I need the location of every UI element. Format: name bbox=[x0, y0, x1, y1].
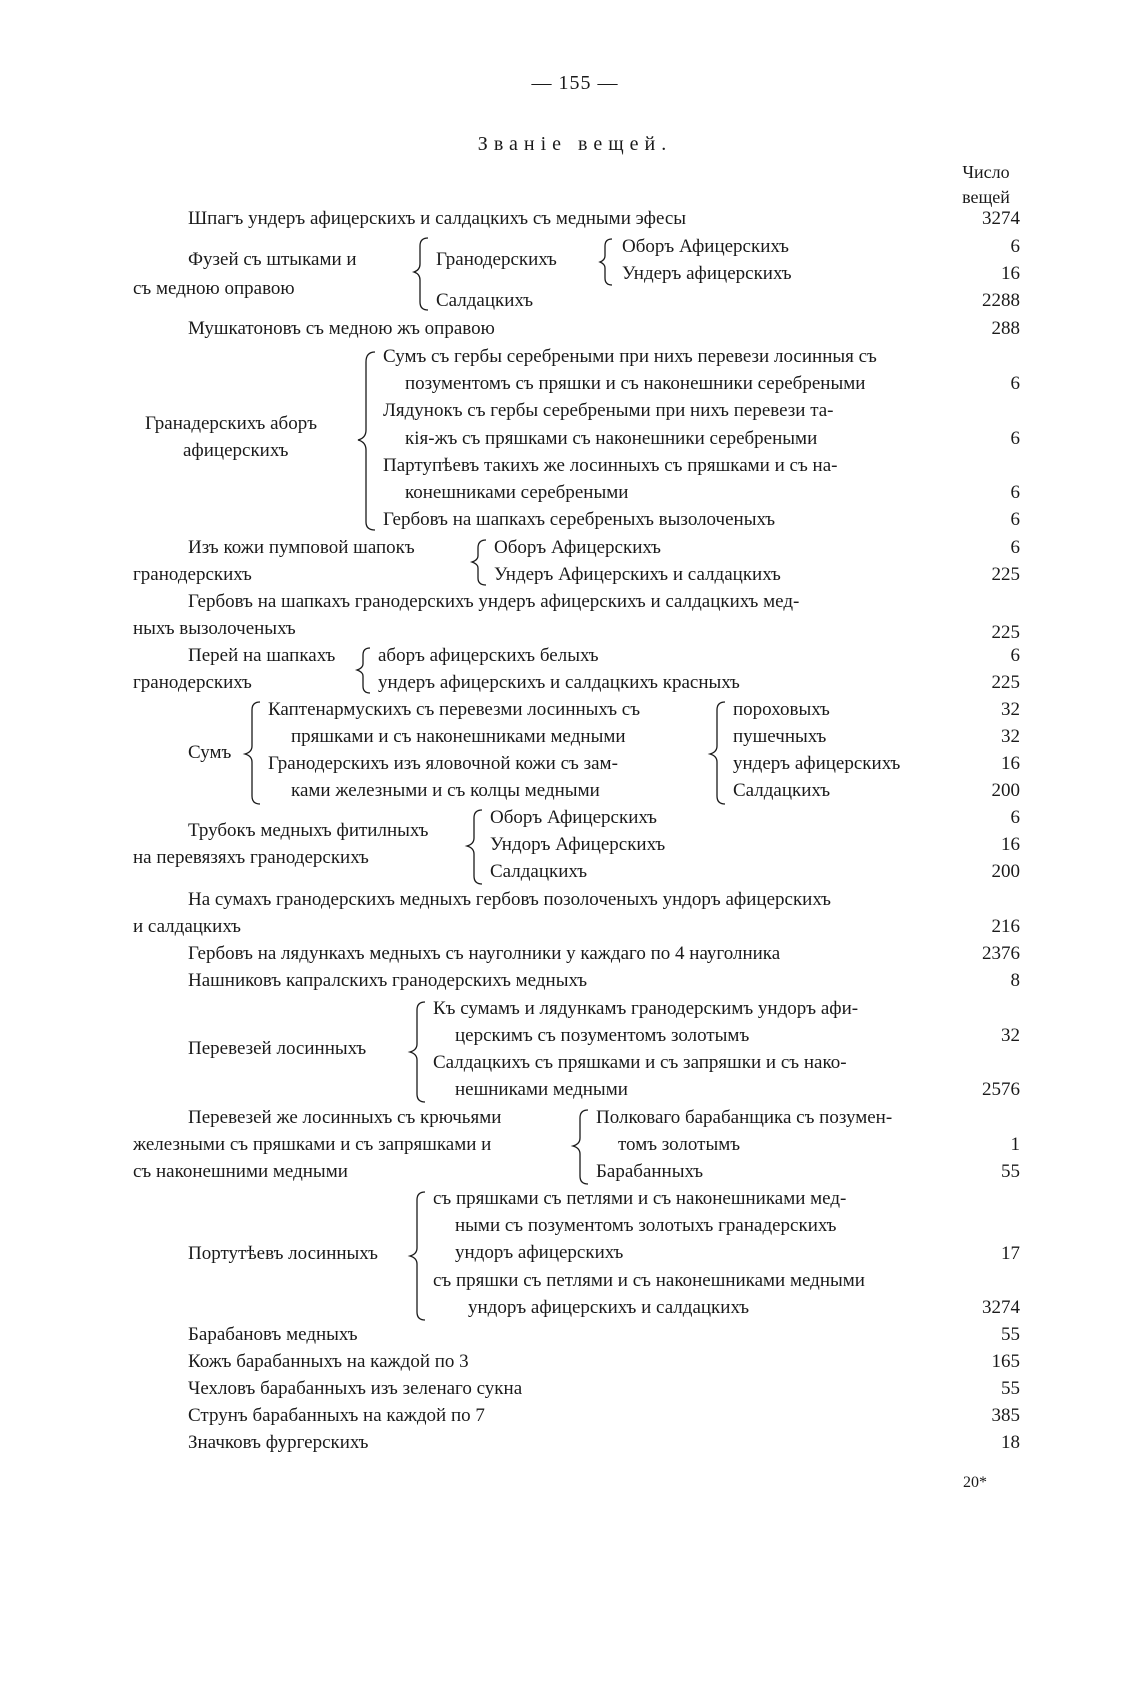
item-fuse-soldiers: Салдацкихъ bbox=[490, 861, 588, 882]
count-cap-emblems: 6 bbox=[1010, 509, 1020, 530]
item-cap-emblems-gilded-line2: ныхъ вызолоченыхъ bbox=[133, 618, 296, 639]
count-belts: 6 bbox=[1010, 482, 1020, 503]
count-drums: 55 bbox=[1001, 1324, 1020, 1345]
item-musketoons: Мушкатоновъ съ медною жъ оправою bbox=[188, 318, 495, 339]
item-cartouches-line1: Лядунокъ съ гербы серебреными при нихъ перевези та- bbox=[383, 400, 834, 421]
count-leather-belts-officer: 32 bbox=[1001, 1025, 1020, 1046]
column-header-count: Число вещей bbox=[962, 162, 1010, 207]
item-fuse-officer: Оборъ Афицерскихъ bbox=[490, 807, 657, 828]
count-musketoons: 288 bbox=[991, 318, 1020, 339]
item-leather-belts-label: Перевезей лосинныхъ bbox=[188, 1038, 367, 1059]
item-fusils: Фузей съ штыками и bbox=[188, 249, 357, 270]
item-swords: Шпагъ ундеръ афицерскихъ и салдацкихъ съ медными эфесы bbox=[188, 208, 687, 229]
item-drummer-belts-line3: съ наконешними медными bbox=[133, 1161, 348, 1182]
item-feathers-red: ундеръ афицерскихъ и салдацкихъ красныхъ bbox=[378, 672, 740, 693]
count-drummers: 55 bbox=[1001, 1161, 1020, 1182]
page-title: Званіе вещей. bbox=[477, 133, 673, 155]
item-caps: Изъ кожи пумповой шапокъ bbox=[188, 537, 415, 558]
count-bag-emblems: 216 bbox=[991, 916, 1020, 937]
item-cap-emblems: Гербовъ на шапкахъ серебреныхъ вызолоченыхъ bbox=[383, 509, 776, 530]
item-drummer-belts: Перевезей же лосинныхъ съ крючьями bbox=[188, 1107, 502, 1128]
brace-sums-right bbox=[710, 702, 725, 804]
count-fuse-soldiers: 200 bbox=[991, 861, 1020, 882]
item-feathers: Перей на шапкахъ bbox=[188, 645, 336, 666]
brace-caps bbox=[472, 540, 486, 585]
count-sword-belts-soldiers: 3274 bbox=[982, 1297, 1020, 1318]
item-caps-under: Ундеръ Афицерскихъ и салдацкихъ bbox=[494, 564, 781, 585]
item-fuse-under: Ундоръ Афицерскихъ bbox=[490, 834, 666, 855]
count-bags: 6 bbox=[1010, 373, 1020, 394]
item-fusils-officer: Оборъ Афицерскихъ bbox=[622, 236, 789, 257]
count-fusils-officer: 6 bbox=[1010, 236, 1020, 257]
count-cartouche-emblems: 2376 bbox=[982, 943, 1020, 964]
item-drums: Барабановъ медныхъ bbox=[188, 1324, 358, 1345]
item-sums-a2: пряшками и съ наконешниками медными bbox=[291, 726, 626, 747]
item-fusils-under-officer: Ундеръ афицерскихъ bbox=[622, 263, 792, 284]
item-bag-emblems-line2: и салдацкихъ bbox=[133, 916, 241, 937]
item-cartouches-line2: кія-жъ съ пряшками съ наконешники серебреными bbox=[405, 428, 818, 449]
item-leather-belts-l4: нешниками медными bbox=[455, 1079, 628, 1100]
item-sums-powder: пороховыхъ bbox=[733, 699, 830, 720]
item-sums-soldiers: Салдацкихъ bbox=[733, 780, 831, 801]
count-drum-skins: 165 bbox=[991, 1351, 1020, 1372]
count-furrier-badges: 18 bbox=[1001, 1432, 1020, 1453]
item-leather-belts-l1: Къ сумамъ и лядункамъ гранодерскимъ ундоръ афи- bbox=[433, 998, 859, 1019]
count-sums-powder: 32 bbox=[1001, 699, 1020, 720]
brace-feathers bbox=[357, 648, 370, 693]
count-swords: 3274 bbox=[982, 208, 1020, 229]
count-caps-under: 225 bbox=[991, 564, 1020, 585]
count-leather-belts-soldiers: 2576 bbox=[982, 1079, 1020, 1100]
item-drum-major-l2: томъ золотымъ bbox=[618, 1134, 741, 1155]
count-sums-cannon: 32 bbox=[1001, 726, 1020, 747]
count-drum-covers: 55 bbox=[1001, 1378, 1020, 1399]
count-caps-officer: 6 bbox=[1010, 537, 1020, 558]
item-sword-belts-l3: ундоръ афицерскихъ bbox=[455, 1242, 624, 1263]
item-belts-line1: Партупѣевъ такихъ же лосинныхъ съ пряшками и съ на- bbox=[383, 455, 838, 476]
item-sums-label: Сумъ bbox=[188, 742, 232, 763]
item-drummers: Барабанныхъ bbox=[596, 1161, 704, 1182]
item-caps-line2: гранодерскихъ bbox=[133, 564, 252, 585]
item-fuse-tubes: Трубокъ медныхъ фитилныхъ bbox=[188, 820, 429, 841]
count-corporal-badges: 8 bbox=[1010, 970, 1020, 991]
item-grenadier-officer-label2: афицерскихъ bbox=[183, 440, 289, 461]
item-leather-belts-l3: Салдацкихъ съ пряшками и съ запряшки и съ нако- bbox=[433, 1052, 847, 1073]
count-cap-emblems-gilded: 225 bbox=[991, 622, 1020, 643]
brace-sums-left bbox=[245, 702, 260, 804]
brace-drummer-belts bbox=[573, 1110, 588, 1184]
item-sword-belts-l4: съ пряшки съ петлями и съ наконешниками медными bbox=[433, 1270, 865, 1291]
signature-mark: 20* bbox=[963, 1474, 987, 1491]
item-sums-cannon: пушечныхъ bbox=[733, 726, 827, 747]
item-cartouche-emblems: Гербовъ на лядункахъ медныхъ съ науголники у каждаго по 4 науголника bbox=[188, 943, 781, 964]
item-sword-belts-label: Портутѣевъ лосинныхъ bbox=[188, 1243, 378, 1264]
item-drum-skins: Кожъ барабанныхъ на каждой по 3 bbox=[188, 1351, 469, 1372]
item-bags-line1: Сумъ съ гербы серебреными при нихъ перевези лосинныя съ bbox=[383, 346, 877, 367]
count-fuse-officer: 6 bbox=[1010, 807, 1020, 828]
brace-sword-belts bbox=[410, 1192, 425, 1320]
item-sums-b1: Гранодерскихъ изъ яловочной кожи съ зам- bbox=[268, 753, 618, 774]
item-sums-under: ундеръ афицерскихъ bbox=[733, 753, 901, 774]
item-caps-officer: Оборъ Афицерскихъ bbox=[494, 537, 661, 558]
item-grenadier-officer-label: Гранадерскихъ аборъ bbox=[145, 413, 318, 434]
item-belts-line2: конешниками серебреными bbox=[405, 482, 629, 503]
brace-fuse bbox=[467, 810, 482, 884]
item-fuse-tubes-line2: на перевязяхъ гранодерскихъ bbox=[133, 847, 369, 868]
item-drum-major-l1: Полковаго барабанщика съ позумен- bbox=[596, 1107, 893, 1128]
item-bag-emblems: На сумахъ гранодерскихъ медныхъ гербовъ позолоченыхъ ундоръ афицерскихъ bbox=[188, 889, 831, 910]
count-feathers-white: 6 bbox=[1010, 645, 1020, 666]
count-sword-belts-officer: 17 bbox=[1001, 1243, 1020, 1264]
page-number: — 155 — bbox=[531, 72, 619, 94]
item-bags-line2: позументомъ съ пряшки и съ наконешники серебреными bbox=[405, 373, 866, 394]
item-sums-a1: Каптенармускихъ съ перевезми лосинныхъ съ bbox=[268, 699, 641, 720]
count-feathers-red: 225 bbox=[991, 672, 1020, 693]
item-feathers-white: аборъ афицерскихъ белыхъ bbox=[378, 645, 599, 666]
item-fusils-soldiers: Салдацкихъ bbox=[436, 290, 534, 311]
item-drum-strings: Струнъ барабанныхъ на каждой по 7 bbox=[188, 1405, 485, 1426]
item-fusils-line2: съ медною оправою bbox=[133, 278, 295, 299]
count-fusils-soldiers: 2288 bbox=[982, 290, 1020, 311]
item-leather-belts-l2: церскимъ съ позументомъ золотымъ bbox=[455, 1025, 750, 1046]
item-furrier-badges: Значковъ фургерскихъ bbox=[188, 1432, 369, 1453]
item-sword-belts-l5: ундоръ афицерскихъ и салдацкихъ bbox=[468, 1297, 750, 1318]
item-drummer-belts-line2: железными съ пряшками и съ запряшками и bbox=[133, 1134, 492, 1155]
count-sums-soldiers: 200 bbox=[991, 780, 1020, 801]
item-corporal-badges: Нашниковъ капралскихъ гранодерскихъ медныхъ bbox=[188, 970, 588, 991]
count-cartouches: 6 bbox=[1010, 428, 1020, 449]
item-feathers-line2: гранодерскихъ bbox=[133, 672, 252, 693]
count-drum-strings: 385 bbox=[991, 1405, 1020, 1426]
item-sword-belts-l1: съ пряшками съ петлями и съ наконешниками мед- bbox=[433, 1188, 847, 1209]
brace-fusils bbox=[414, 238, 428, 310]
item-fusils-grenadier: Гранодерскихъ bbox=[436, 249, 557, 270]
item-cap-emblems-gilded: Гербовъ на шапкахъ гранодерскихъ ундеръ афицерскихъ и салдацкихъ мед- bbox=[188, 591, 800, 612]
item-sums-b2: ками железными и съ колцы медными bbox=[291, 780, 600, 801]
count-drum-major: 1 bbox=[1010, 1134, 1020, 1155]
item-drum-covers: Чехловъ барабанныхъ изъ зеленаго сукна bbox=[188, 1378, 523, 1399]
item-sword-belts-l2: ными съ позументомъ золотыхъ гранадерскихъ bbox=[455, 1215, 837, 1236]
brace-fusils-grenadier bbox=[600, 239, 612, 285]
count-fuse-under: 16 bbox=[1001, 834, 1020, 855]
count-sums-under: 16 bbox=[1001, 753, 1020, 774]
count-fusils-under-officer: 16 bbox=[1001, 263, 1020, 284]
brace-leather-belts bbox=[410, 1002, 425, 1102]
brace-grenadier-officer bbox=[358, 352, 375, 530]
